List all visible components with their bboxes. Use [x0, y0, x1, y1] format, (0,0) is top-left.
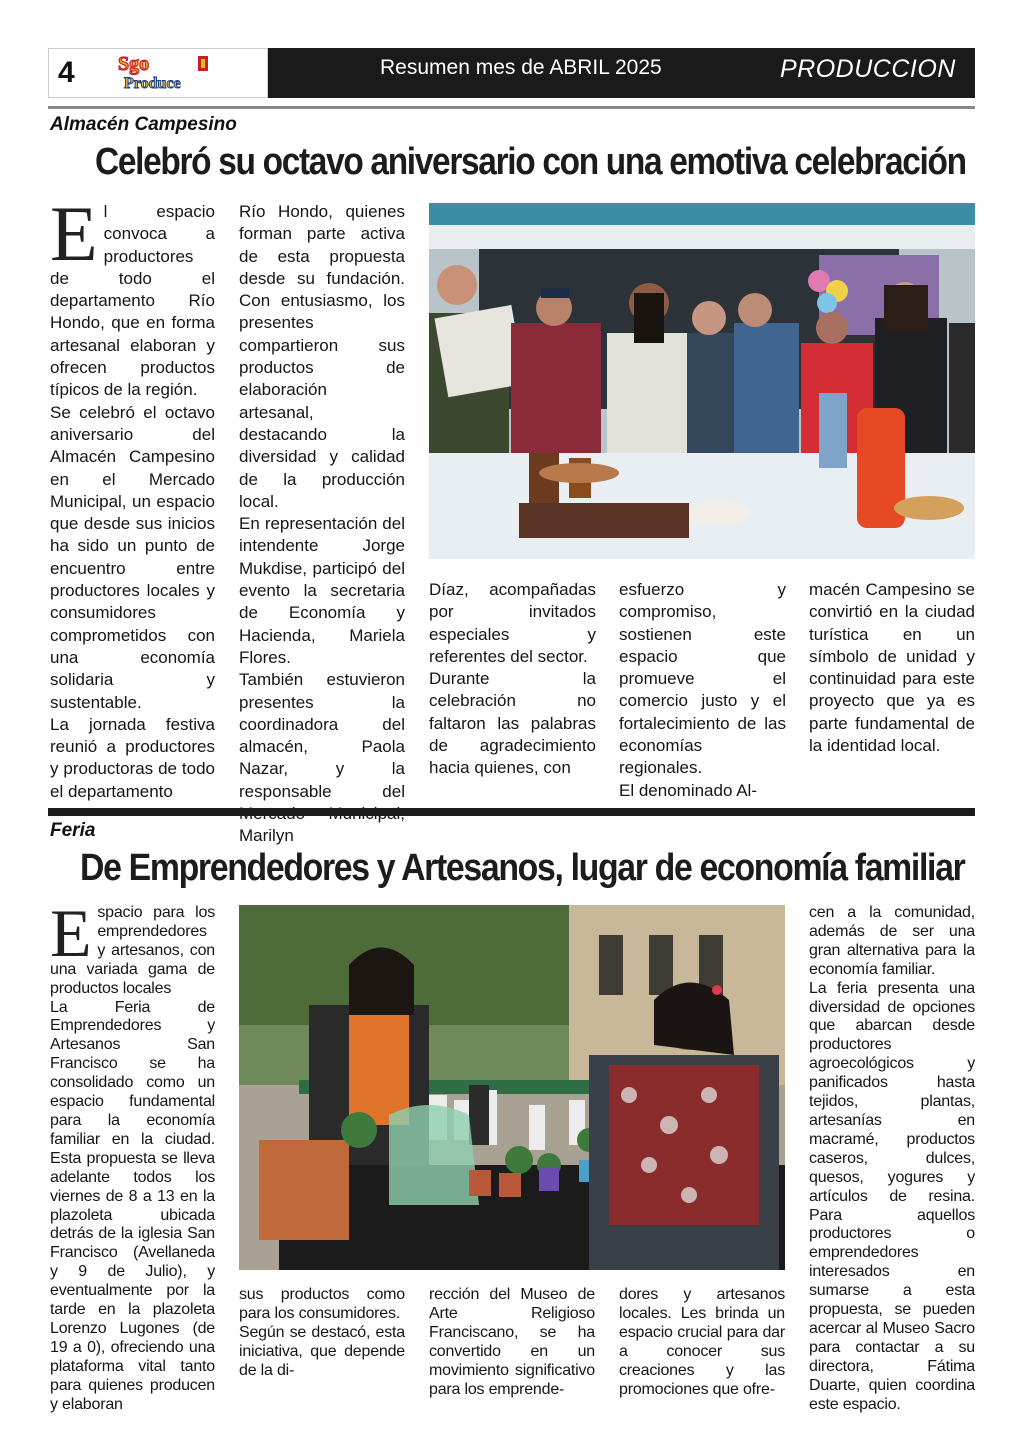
article2-dropcap: E: [50, 895, 92, 971]
paragraph: El denominado Al-: [619, 780, 757, 800]
article1-kicker: Almacén Campesino: [50, 114, 237, 135]
issue-title: Resumen mes de ABRIL 2025: [380, 56, 662, 79]
paragraph: spacio para los emprendedores y artesanos, con una variada gama de productos locales: [50, 904, 215, 997]
section-name: PRODUCCION: [780, 55, 956, 83]
paragraph: cen a la comunidad, además de ser una gran alternativa para la economía familiar.: [809, 904, 975, 978]
paragraph: También estuvieron presentes la coordinadora del almacén, Paola Nazar, y la responsable del Marilyn: [239, 670, 405, 846]
paragraph: La feria presenta una diversidad de opciones que abarcan desde productores agroecológicos y panificados hasta tejidos, plantas, artesanías en macramé, productos caseros, dulces, quesos, yogures y artículos de resina. Para aquellos productores o emprendedores interesados en sumarse a esta propuesta, se pueden acercar al Museo Sacro para contactar a su directora, Fátima Duarte, quien coordina este espacio.: [809, 979, 975, 1413]
paragraph: En representación del intendente Jorge Mukdise, participó del evento la secretaria de Economía y Hacienda, Mariela Flores.: [239, 514, 405, 667]
article1-column-4: [619, 579, 786, 802]
article2-headline: De Emprendedores y Artesanos, lugar de economía familiar: [80, 847, 965, 889]
paragraph: dores y artesanos locales. Les brinda un espacio crucial para dar a conocer sus creaciones y las promociones que ofre-: [619, 1286, 785, 1398]
paragraph: sus productos como para los consumidores.: [239, 1286, 405, 1322]
article2-column-2: [239, 1286, 405, 1381]
article1-dropcap: E: [50, 190, 98, 277]
logo-text-bottom: Produce: [124, 75, 181, 92]
article2-column-3: [429, 1286, 595, 1399]
article1-column-5: [809, 579, 975, 757]
article2-column-5: [809, 904, 975, 1414]
paragraph: Díaz, acompañadas por invitados especiales y referentes del sector.: [429, 580, 596, 666]
article1-column-3: [429, 579, 596, 780]
article-divider: [48, 808, 975, 816]
article1-column-2: [239, 201, 405, 848]
paragraph: macén Campesino se convirtió en la ciudad turística en un símbolo de unidad y continuidad para este proyecto que ya es parte fundamental de la identidad local.: [809, 580, 975, 756]
article2-column-1: [50, 895, 215, 1414]
logo-text-top: Sgo: [118, 53, 150, 75]
article2-kicker: Feria: [50, 820, 96, 841]
article2-photo: [239, 905, 785, 1270]
page-number: 4: [58, 56, 75, 89]
paragraph: Según se destacó, esta iniciativa, que depende de la di-: [239, 1323, 405, 1379]
paragraph: l espacio convoca a productores de todo el departamento Río Hondo, que en forma artesanal elaboran y ofrecen productos típicos de la región.: [50, 202, 215, 400]
paragraph: esfuerzo y compromiso, sostienen este espacio que promueve el comercio justo y el fortalecimiento de las economías regionales.: [619, 580, 786, 778]
article1-headline: Celebró su octavo aniversario con una emotiva celebración: [95, 141, 966, 183]
paragraph: Durante la celebración no faltaron las palabras de agradecimiento hacia quienes, con: [429, 669, 596, 778]
article1-photo: [429, 203, 975, 559]
paragraph: La jornada festiva reunió a productores y productoras de todo el departamento: [50, 714, 215, 801]
header-divider: [48, 106, 975, 109]
paragraph: La Feria de Emprendedores y Artesanos San Francisco se ha consolidado como un espacio fundamental para la economía familiar en la ciudad. Esta propuesta se lleva adelante todos los viernes de 8 a 13 en la plazoleta ubicada detrás de la iglesia San Francisco (Avellaneda y 9 de Julio), y eventualmente por la tarde en la plazoleta Lorenzo Lugones (de 19 a 0), ofreciendo una plataforma vital tanto para quienes producen y elaboran: [50, 998, 215, 1413]
article1-column-1: [50, 190, 215, 803]
paragraph: Río Hondo, quienes forman parte activa de esta propuesta desde su fundación. Con entusiasmo, los presentes compartieron sus productos de elaboración artesanal, destacando la diversidad y calidad de la producción local.: [239, 202, 405, 511]
paragraph: Se celebró el octavo aniversario del Almacén Campesino en el Mercado Municipal, un espacio que desde sus inicios ha sido un punto de encuentro entre productores locales y consumidores comprometidos con una economía solidaria y sustentable.: [50, 402, 215, 712]
paragraph: rección del Museo de Arte Religioso Franciscano, se ha convertido en un movimiento significativo para los emprende-: [429, 1286, 595, 1398]
article2-column-4: [619, 1286, 785, 1399]
sgo-produce-logo: [110, 52, 260, 92]
